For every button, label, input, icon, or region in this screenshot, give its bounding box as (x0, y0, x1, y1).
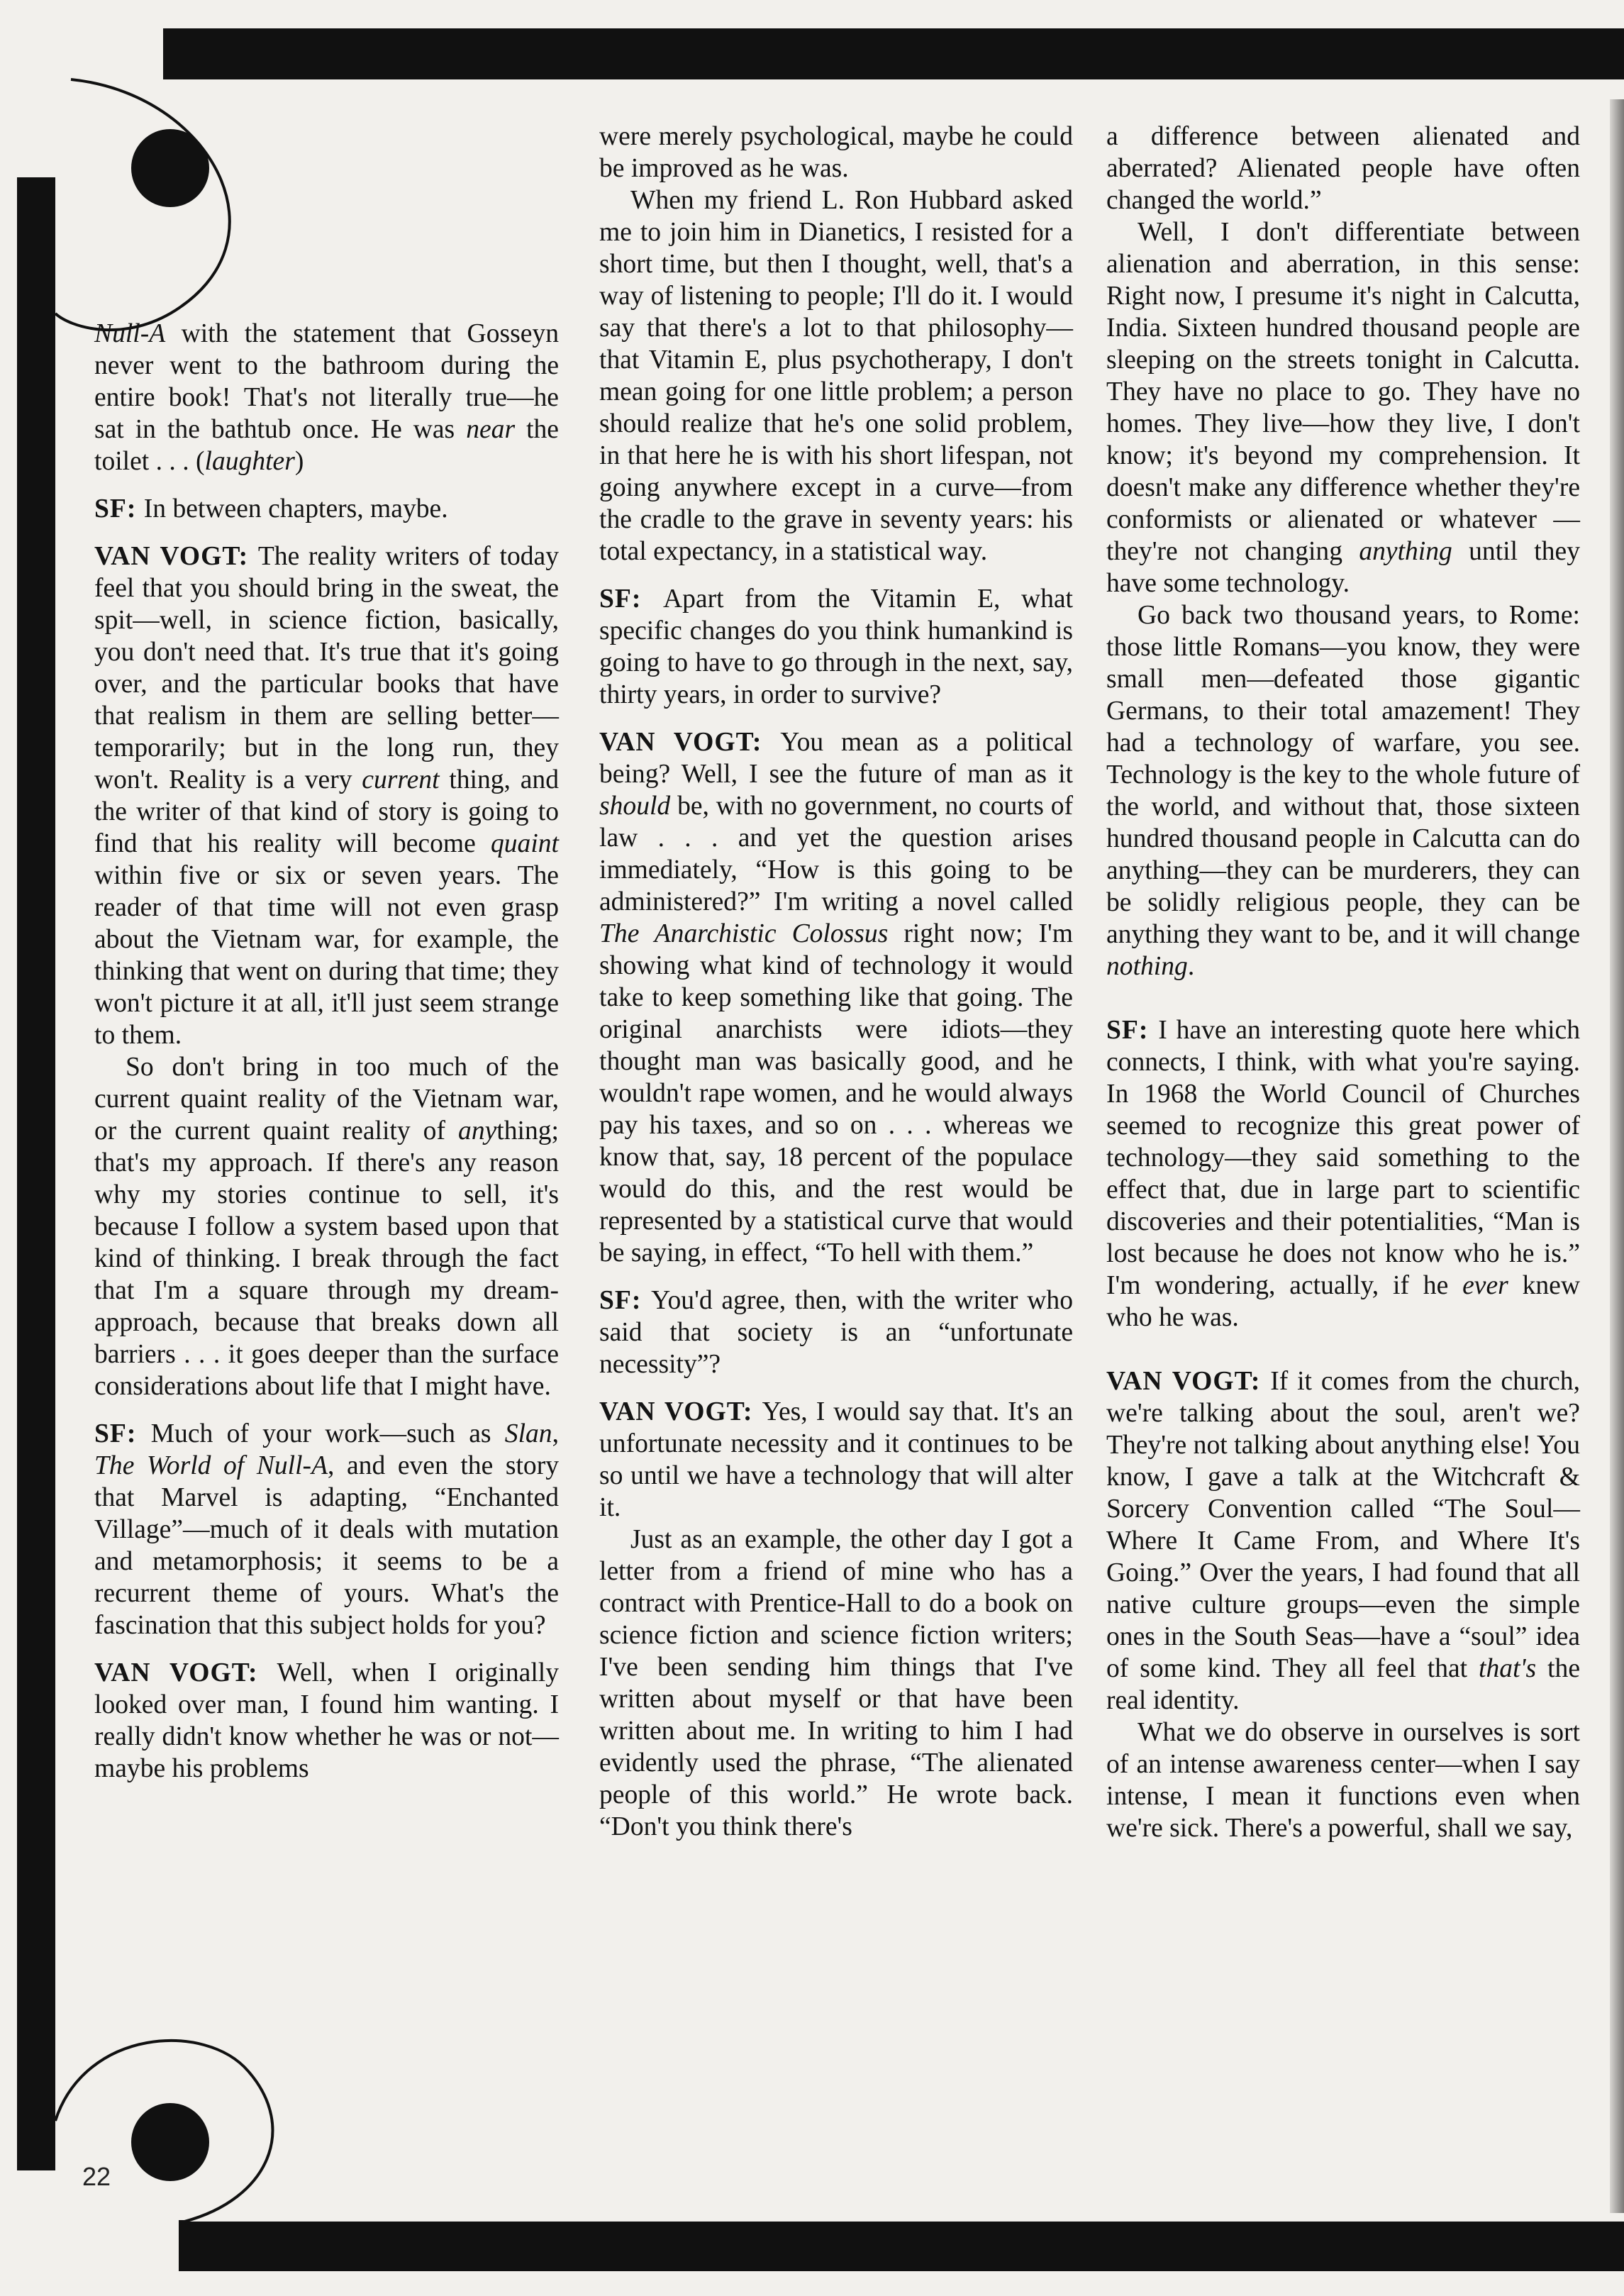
paragraph: VAN VOGT: You mean as a political being? Well, I see the future of man as it should be, with no government, no courts of law . . . and yet the question arises immediately, “How is this going to be administered?” I'm writing a novel called The Anarchistic Colossus right now; I'm showing what kind of technology it would take to keep something like that going. The original anarchists were idiots—they thought man was basically good, and he wouldn't rape women, and he would always pay his taxes, and so on . . . whereas we know that, say, 18 percent of the populace would do this, and the rest would be represented by a statistical curve that would be saying, in effect, “To hell with them.” (599, 728, 1073, 1268)
paragraph: When my friend L. Ron Hubbard asked me to join him in Dianetics, I resisted for a short time, but then I thought, well, that's a way of listening to people; I'll do it. I would say that there's a lot to that philosophy—that Vitamin E, plus psychotherapy, I don't mean going for one little problem; a person should realize that he's one solid problem, in that here he is with his short lifespan, not going anywhere except in a curve—from the cradle to the grave in seventy years: his total expectancy, in a statistical way. (599, 186, 1073, 566)
top-black-bar (163, 28, 1624, 79)
paragraph: Just as an example, the other day I got a letter from a friend of mine who has a contract with Prentice-Hall to do a book on science fiction and science fiction writers; I've been sending him things that I've written about myself or that have been written about me. In writing to him I had evidently used the phrase, “The alienated people of this world.” He wrote back. “Don't you think there's (599, 1525, 1073, 1841)
paragraph: So don't bring in too much of the current quaint reality of the Vietnam war, or the current quaint reality of anything; that's my approach. If there's any reason why my stories continue to sell, it's because I follow a system based upon that kind of thinking. I break through the fact that I'm a square through my dream-approach, because that breaks down all barriers . . . it goes deeper than the surface considerations about life that I might have. (94, 1053, 559, 1401)
speaker-label: SF: (94, 1419, 137, 1448)
bottom-circle-ornament (0, 2014, 298, 2227)
page-number: 22 (82, 2162, 111, 2191)
speaker-label: VAN VOGT: (599, 728, 762, 757)
column-3 (1106, 121, 1580, 1844)
paragraph: What we do observe in ourselves is sort of an intense awareness center—when I say intense, I mean it functions even when we're sick. There's a powerful, shall we say, (1106, 1718, 1580, 1843)
paragraph: SF: Much of your work—such as Slan, The World of Null-A, and even the story that Marvel is adapting, “Enchanted Village”—much of it deals with mutation and metamorphosis; it seems to be a recurrent theme of yours. What's the fascination that this subject holds for you? (94, 1419, 559, 1640)
paragraph: VAN VOGT: If it comes from the church, we're talking about the soul, aren't we? They're not talking about anything else! You know, I gave a talk at the Witchcraft & Sorcery Convention called “The Soul—Where It Came From, and Where It's Going.” Over the years, I had found that all native culture groups—even the simple ones in the South Seas—have a “soul” idea of some kind. They all feel that that's the real identity. (1106, 1367, 1581, 1715)
bottom-black-bar (179, 2222, 1624, 2271)
paragraph: SF: You'd agree, then, with the writer who said that society is an “unfortunate necessity”? (599, 1286, 1073, 1379)
paragraph: SF: In between chapters, maybe. (94, 494, 448, 523)
speaker-label: SF: (599, 584, 642, 614)
speaker-label: SF: (599, 1286, 642, 1315)
speaker-label: VAN VOGT: (94, 542, 249, 571)
paragraph: a difference between alienated and aberrated? Alienated people have often changed the world.” (1106, 122, 1580, 215)
column-2 (599, 121, 1073, 1843)
paragraph: Well, I don't differentiate between alienation and aberration, in this sense: Right now, I presume it's night in Calcutta, India. Sixteen hundred thousand people are sleeping on the streets tonight in Calcutta. They have no place to go. They have no homes. They live—how they live, I don't know; it's beyond my comprehension. It doesn't make any difference whether they're conformists or alienated or whatever —they're not changing anything until they have some technology. (1106, 218, 1581, 598)
paragraph: were merely psychological, maybe he could be improved as he was. (599, 122, 1073, 183)
paragraph: Null-A with the statement that Gosseyn never went to the bathroom during the entire book! That's not literally true—he sat in the bathtub once. He was near the toilet . . . (laughter) (94, 319, 559, 476)
paragraph: VAN VOGT: Well, when I originally looked over man, I found him wanting. I really didn't know whether he was or not—maybe his problems (94, 1658, 559, 1783)
paragraph: VAN VOGT: The reality writers of today feel that you should bring in the sweat, the spit—well, in science fiction, basically, you don't need that. It's true that it's going over, and the particular books that have that realism in them are selling better—temporarily; but in the long run, they won't. Reality is a very current thing, and the writer of that kind of story is going to find that his reality will become quaint within five or six or seven years. The reader of that time will not even grasp about the Vietnam war, for example, the thinking that went on during that time; they won't picture it at all, it'll just seem strange to them. (94, 542, 559, 1050)
speaker-label: VAN VOGT: (599, 1397, 753, 1426)
speaker-label: SF: (1106, 1016, 1149, 1045)
paragraph: Go back two thousand years, to Rome: those little Romans—you know, they were small men—defeated those gigantic Germans, to their total amazement! They had a technology of warfare, you see. Technology is the key to the whole future of the world, and without that, those sixteen hundred thousand people in Calcutta can do anything—they can be murderers, they can be solidly religious people, they can be anything they want to be, and it will change nothing. (1106, 601, 1580, 981)
left-vertical-bar (17, 177, 55, 2170)
paragraph: VAN VOGT: Yes, I would say that. It's an unfortunate necessity and it continues to be so until we have a technology that will alter it. (599, 1397, 1073, 1522)
paragraph: SF: Apart from the Vitamin E, what specific changes do you think humankind is going to have to go through in the next, say, thirty years, in order to survive? (599, 584, 1073, 709)
speaker-label: VAN VOGT: (1106, 1367, 1261, 1396)
paragraph: SF: I have an interesting quote here which connects, I think, with what you're saying. In 1968 the World Council of Churches seemed to recognize this great power of technology—they said something to the effect that, due in large part to scientific discoveries and their potentialities, “Man is lost because he does not know who he is.” I'm wondering, actually, if he ever knew who he was. (1106, 1016, 1580, 1332)
column-1 (94, 318, 559, 1785)
page-edge-shadow (1610, 99, 1624, 2213)
speaker-label: SF: (94, 494, 137, 523)
speaker-label: VAN VOGT: (94, 1658, 258, 1687)
